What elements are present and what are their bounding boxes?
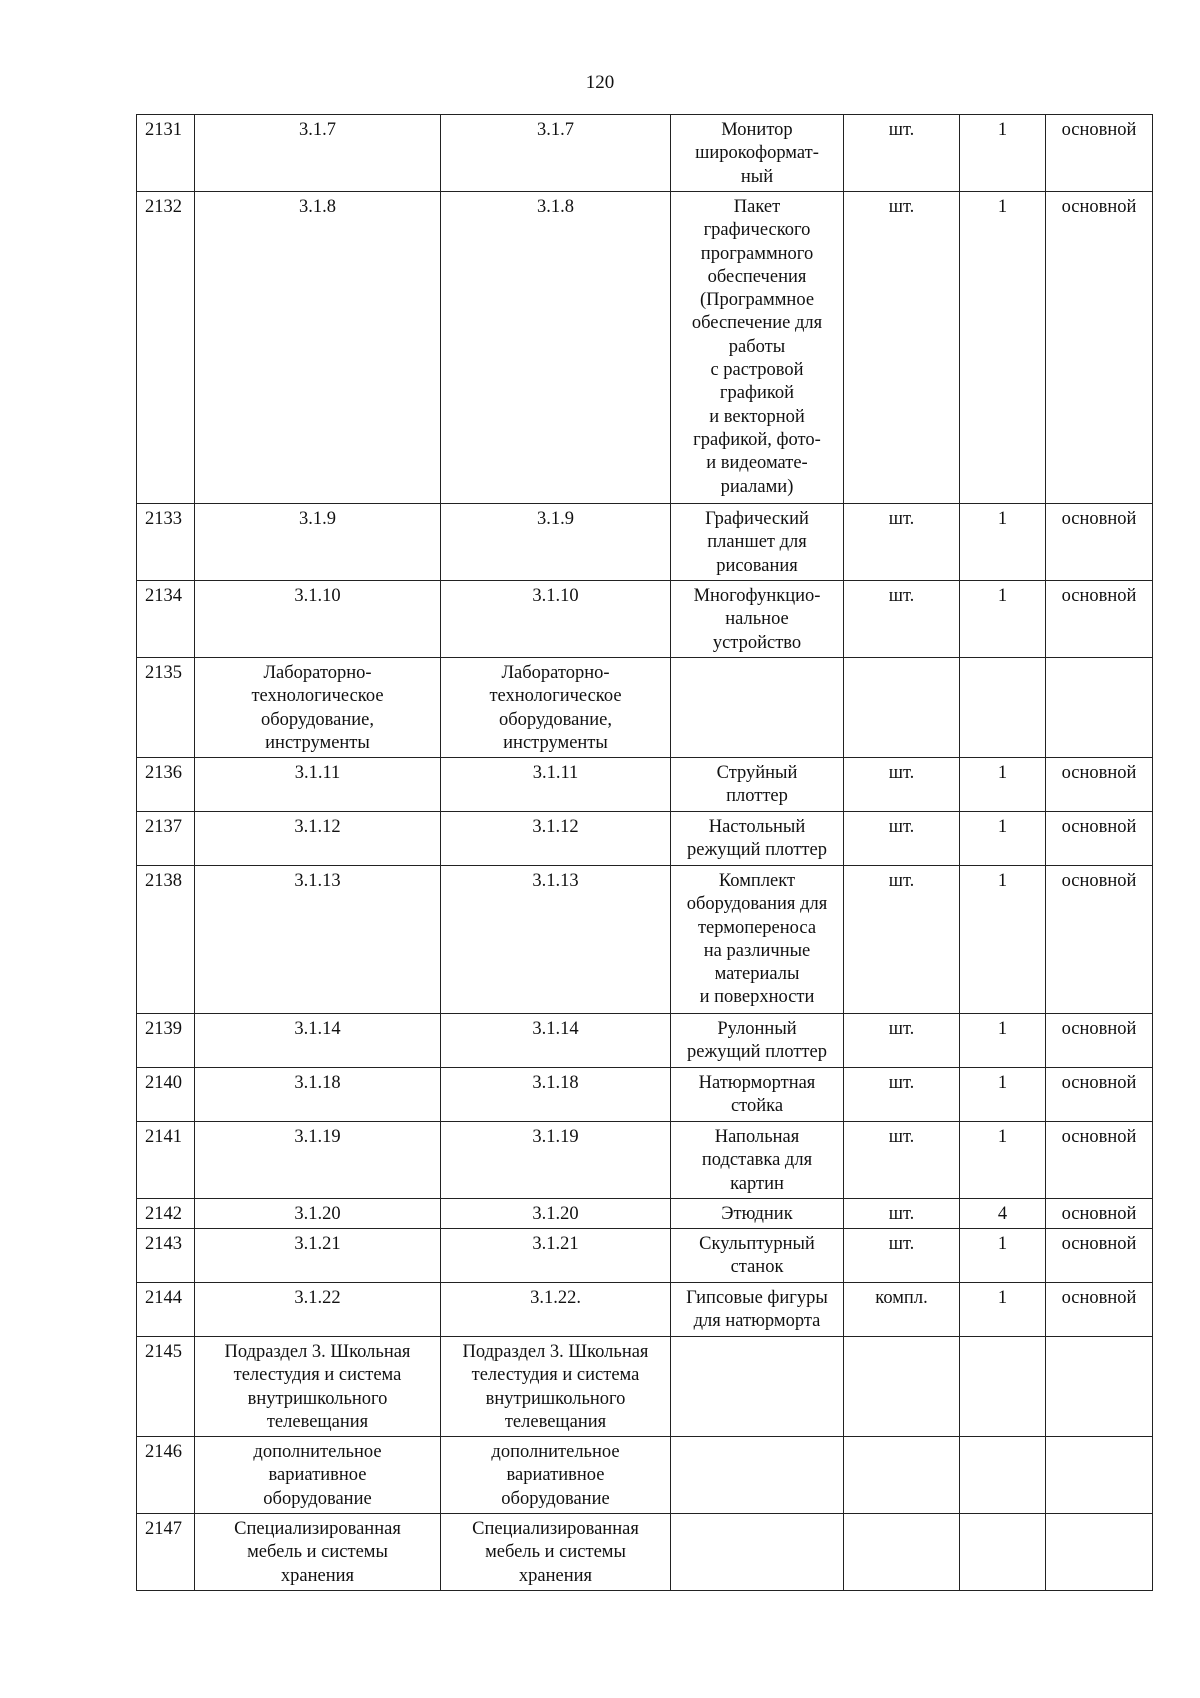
item-name-cell: Графический планшет для рисования <box>671 504 844 581</box>
unit-cell: шт. <box>844 866 960 1014</box>
table-row <box>137 504 1153 581</box>
code-cell-2: 3.1.10 <box>441 581 671 658</box>
item-name-cell: Многофункцио- нальное устройство <box>671 581 844 658</box>
code-cell-1: 3.1.20 <box>195 1199 441 1229</box>
code-cell-2: 3.1.20 <box>441 1199 671 1229</box>
item-name-cell: Настольный режущий плоттер <box>671 812 844 866</box>
quantity-cell: 1 <box>960 758 1046 812</box>
unit-cell: шт. <box>844 1014 960 1068</box>
unit-cell <box>844 1514 960 1591</box>
code-cell-1: 3.1.21 <box>195 1229 441 1283</box>
unit-cell <box>844 1437 960 1514</box>
code-cell-1: 3.1.10 <box>195 581 441 658</box>
quantity-cell: 1 <box>960 1122 1046 1199</box>
row-number-cell: 2142 <box>137 1199 195 1229</box>
unit-cell: шт. <box>844 1068 960 1122</box>
code-cell-2: 3.1.14 <box>441 1014 671 1068</box>
unit-cell: шт. <box>844 192 960 504</box>
row-number-cell: 2144 <box>137 1283 195 1337</box>
row-number-cell: 2143 <box>137 1229 195 1283</box>
type-cell: основной <box>1046 812 1153 866</box>
row-number-cell: 2141 <box>137 1122 195 1199</box>
unit-cell <box>844 658 960 758</box>
table-row <box>137 1014 1153 1068</box>
unit-cell: шт. <box>844 1122 960 1199</box>
unit-cell <box>844 1337 960 1437</box>
code-cell-1: 3.1.7 <box>195 115 441 192</box>
unit-cell: шт. <box>844 758 960 812</box>
item-name-cell: Комплект оборудования для термопереноса на различные материалы и поверхности <box>671 866 844 1014</box>
quantity-cell: 1 <box>960 812 1046 866</box>
table-row <box>137 115 1153 192</box>
code-cell-1: 3.1.22 <box>195 1283 441 1337</box>
unit-cell: шт. <box>844 1229 960 1283</box>
quantity-cell <box>960 658 1046 758</box>
table-row <box>137 1199 1153 1229</box>
row-number-cell: 2138 <box>137 866 195 1014</box>
row-number-cell: 2137 <box>137 812 195 866</box>
item-name-cell: Струйный плоттер <box>671 758 844 812</box>
code-cell-1: Специализированная мебель и системы хранения <box>195 1514 441 1591</box>
quantity-cell <box>960 1337 1046 1437</box>
table-row <box>137 192 1153 504</box>
quantity-cell: 1 <box>960 1068 1046 1122</box>
type-cell: основной <box>1046 115 1153 192</box>
quantity-cell: 1 <box>960 192 1046 504</box>
type-cell <box>1046 1337 1153 1437</box>
code-cell-1: Лабораторно- технологическое оборудование, инструменты <box>195 658 441 758</box>
item-name-cell <box>671 1337 844 1437</box>
item-name-cell: Скульптурный станок <box>671 1229 844 1283</box>
table-row <box>137 866 1153 1014</box>
unit-cell: шт. <box>844 581 960 658</box>
item-name-cell <box>671 658 844 758</box>
row-number-cell: 2133 <box>137 504 195 581</box>
table-row <box>137 1122 1153 1199</box>
row-number-cell: 2139 <box>137 1014 195 1068</box>
code-cell-2: дополнительное вариативное оборудование <box>441 1437 671 1514</box>
type-cell <box>1046 658 1153 758</box>
quantity-cell: 1 <box>960 115 1046 192</box>
row-number-cell: 2145 <box>137 1337 195 1437</box>
code-cell-1: 3.1.19 <box>195 1122 441 1199</box>
unit-cell: компл. <box>844 1283 960 1337</box>
table-row <box>137 581 1153 658</box>
quantity-cell: 1 <box>960 504 1046 581</box>
code-cell-2: 3.1.11 <box>441 758 671 812</box>
quantity-cell: 1 <box>960 866 1046 1014</box>
code-cell-1: 3.1.13 <box>195 866 441 1014</box>
code-cell-1: 3.1.9 <box>195 504 441 581</box>
code-cell-1: 3.1.14 <box>195 1014 441 1068</box>
item-name-cell: Этюдник <box>671 1199 844 1229</box>
code-cell-1: 3.1.18 <box>195 1068 441 1122</box>
code-cell-2: 3.1.18 <box>441 1068 671 1122</box>
code-cell-2: Лабораторно- технологическое оборудование, инструменты <box>441 658 671 758</box>
quantity-cell: 1 <box>960 1283 1046 1337</box>
item-name-cell: Гипсовые фигуры для натюрморта <box>671 1283 844 1337</box>
table-row <box>137 1068 1153 1122</box>
quantity-cell: 1 <box>960 1229 1046 1283</box>
type-cell: основной <box>1046 1068 1153 1122</box>
code-cell-1: 3.1.12 <box>195 812 441 866</box>
item-name-cell: Натюрмортная стойка <box>671 1068 844 1122</box>
type-cell: основной <box>1046 866 1153 1014</box>
item-name-cell <box>671 1437 844 1514</box>
item-name-cell: Напольная подставка для картин <box>671 1122 844 1199</box>
row-number-cell: 2140 <box>137 1068 195 1122</box>
code-cell-2: 3.1.9 <box>441 504 671 581</box>
code-cell-2: 3.1.19 <box>441 1122 671 1199</box>
item-name-cell: Пакет графического программного обеспечения (Программное обеспечение для работы с растровой графикой и векторной графикой, фото- и видеомате- риалами) <box>671 192 844 504</box>
row-number-cell: 2146 <box>137 1437 195 1514</box>
row-number-cell: 2135 <box>137 658 195 758</box>
quantity-cell <box>960 1514 1046 1591</box>
table-row <box>137 758 1153 812</box>
quantity-cell: 1 <box>960 1014 1046 1068</box>
type-cell: основной <box>1046 758 1153 812</box>
table-row <box>137 812 1153 866</box>
type-cell: основной <box>1046 1122 1153 1199</box>
type-cell: основной <box>1046 1199 1153 1229</box>
item-name-cell: Рулонный режущий плоттер <box>671 1014 844 1068</box>
quantity-cell: 4 <box>960 1199 1046 1229</box>
table-row <box>137 1437 1153 1514</box>
quantity-cell <box>960 1437 1046 1514</box>
table-row <box>137 1337 1153 1437</box>
quantity-cell: 1 <box>960 581 1046 658</box>
table-body <box>137 115 1153 1591</box>
type-cell: основной <box>1046 1229 1153 1283</box>
item-name-cell: Монитор широкоформат- ный <box>671 115 844 192</box>
code-cell-2: 3.1.13 <box>441 866 671 1014</box>
row-number-cell: 2147 <box>137 1514 195 1591</box>
type-cell: основной <box>1046 192 1153 504</box>
table-row <box>137 658 1153 758</box>
row-number-cell: 2131 <box>137 115 195 192</box>
unit-cell: шт. <box>844 504 960 581</box>
unit-cell: шт. <box>844 115 960 192</box>
code-cell-1: 3.1.8 <box>195 192 441 504</box>
code-cell-2: 3.1.21 <box>441 1229 671 1283</box>
type-cell: основной <box>1046 504 1153 581</box>
type-cell <box>1046 1437 1153 1514</box>
code-cell-2: 3.1.7 <box>441 115 671 192</box>
item-name-cell <box>671 1514 844 1591</box>
type-cell: основной <box>1046 581 1153 658</box>
type-cell: основной <box>1046 1014 1153 1068</box>
code-cell-2: Специализированная мебель и системы хранения <box>441 1514 671 1591</box>
code-cell-2: 3.1.8 <box>441 192 671 504</box>
table-row <box>137 1229 1153 1283</box>
row-number-cell: 2132 <box>137 192 195 504</box>
table-row <box>137 1514 1153 1591</box>
page-number: 120 <box>585 72 615 93</box>
row-number-cell: 2134 <box>137 581 195 658</box>
type-cell: основной <box>1046 1283 1153 1337</box>
code-cell-1: Подраздел 3. Школьная телестудия и система внутришкольного телевещания <box>195 1337 441 1437</box>
code-cell-2: Подраздел 3. Школьная телестудия и система внутришкольного телевещания <box>441 1337 671 1437</box>
row-number-cell: 2136 <box>137 758 195 812</box>
code-cell-2: 3.1.12 <box>441 812 671 866</box>
code-cell-1: дополнительное вариативное оборудование <box>195 1437 441 1514</box>
type-cell <box>1046 1514 1153 1591</box>
unit-cell: шт. <box>844 812 960 866</box>
code-cell-2: 3.1.22. <box>441 1283 671 1337</box>
table-row <box>137 1283 1153 1337</box>
equipment-table <box>136 114 1153 1591</box>
code-cell-1: 3.1.11 <box>195 758 441 812</box>
unit-cell: шт. <box>844 1199 960 1229</box>
